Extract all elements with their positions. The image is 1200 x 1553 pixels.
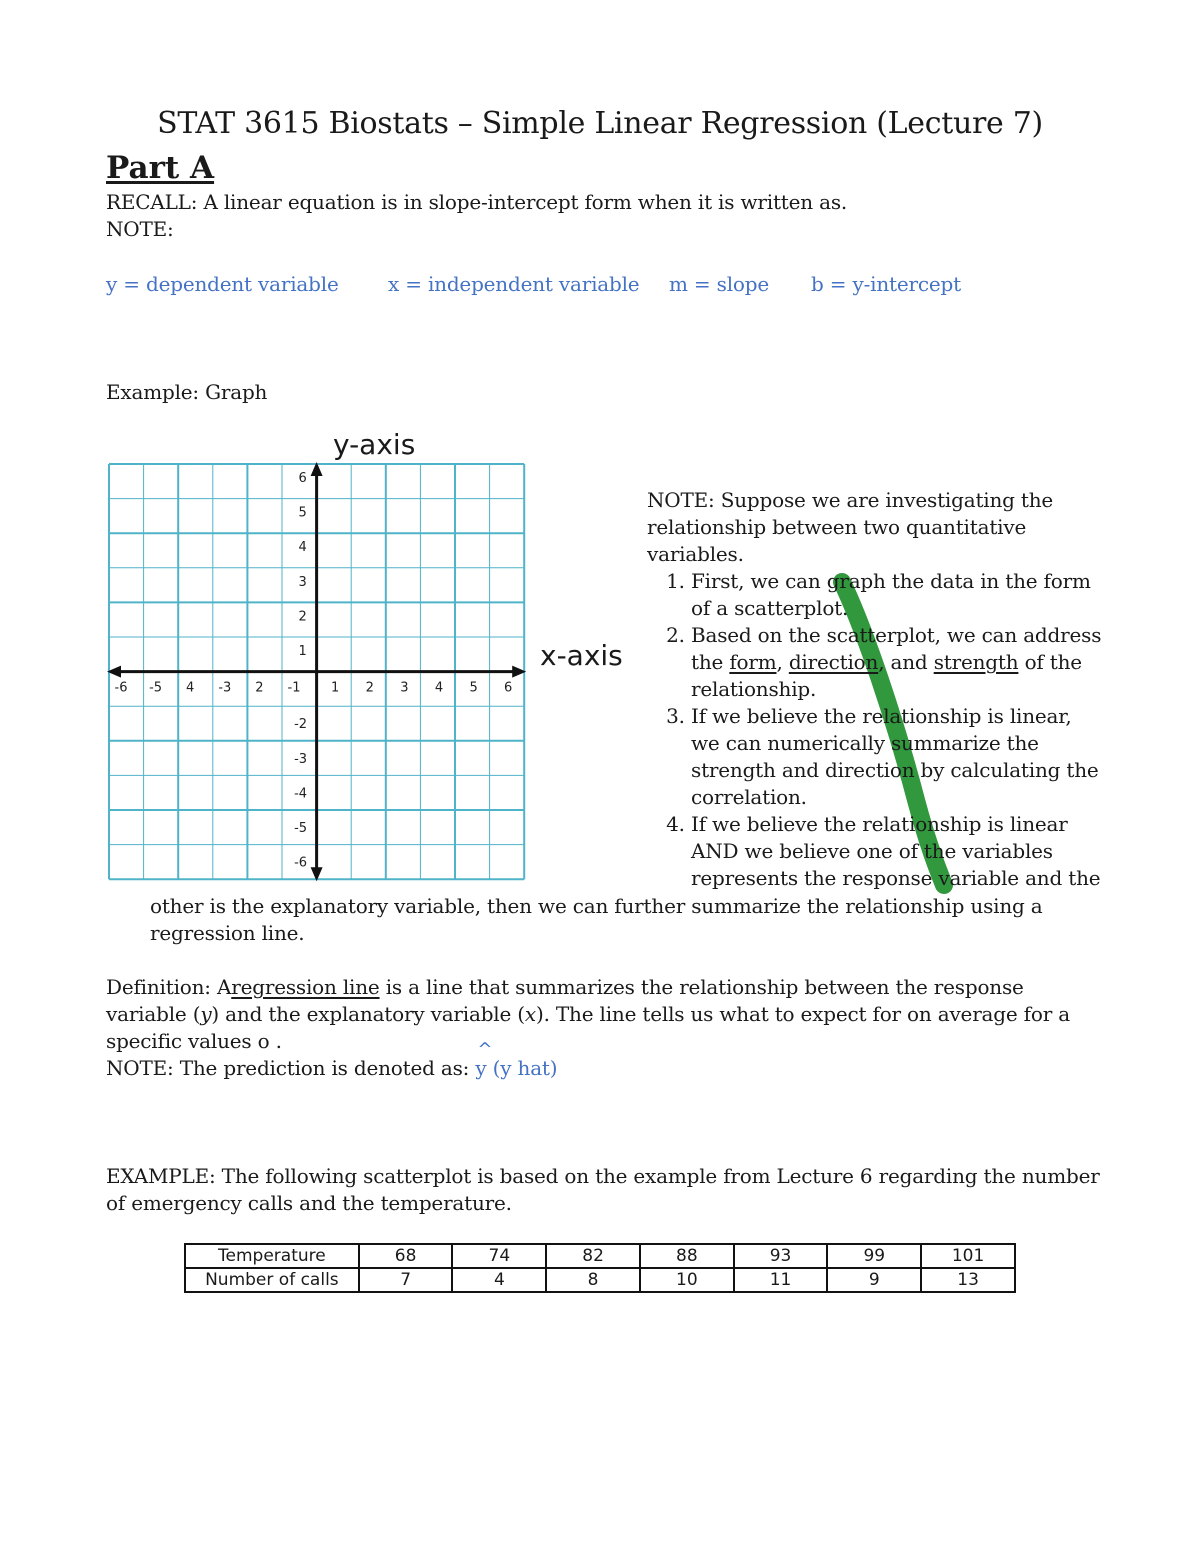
y-tick-label: 1: [298, 644, 307, 659]
graph-axes: [107, 462, 526, 881]
table-cell: 68: [359, 1244, 453, 1268]
x-tick-label: -5: [149, 680, 163, 696]
note-item-2-tail: of the relationship.: [691, 650, 1082, 701]
note-item-4: 4. If we believe the relationship is linear AND we believe one of the variables represents the response variable and the: [691, 811, 1102, 892]
note-list: [647, 568, 1102, 892]
x-tick-label: 6: [504, 680, 513, 696]
table-cell: 93: [734, 1244, 828, 1268]
table-cell: 4: [452, 1268, 546, 1292]
y-hat-label: (y hat): [492, 1056, 558, 1080]
table-cell: Temperature: [185, 1244, 359, 1268]
x-tick-label: -1: [287, 680, 301, 696]
table-cell: 8: [546, 1268, 640, 1292]
definition-prefix: Definition: A: [106, 975, 232, 999]
page-title: STAT 3615 Biostats – Simple Linear Regression (Lecture 7): [157, 106, 1043, 141]
var-m: m = slope: [669, 272, 769, 296]
definition-mid: ) and the explanatory variable (: [211, 1002, 525, 1026]
part-heading: Part A: [106, 150, 215, 186]
recall-text: [106, 189, 1106, 243]
note-item-1: 1. First, we can graph the data in the form of a scatterplot.: [691, 568, 1102, 622]
y-tick-label: -2: [294, 717, 308, 733]
definition-end: ). The line tells us what to expect for on average for a specific values o .: [106, 1002, 1070, 1053]
recall-line: RECALL: A linear equation is in slope-intercept form when it is written as.: [106, 190, 848, 214]
table-cell: 13: [921, 1268, 1015, 1292]
table-cell: 10: [640, 1268, 734, 1292]
table-row: [185, 1268, 1015, 1292]
y-hat-letter: y: [475, 1056, 487, 1080]
table-cell: 9: [827, 1268, 921, 1292]
note-item-2-and: , and: [878, 650, 928, 674]
x-tick-label: 3: [400, 680, 409, 696]
note-intro: NOTE: Suppose we are investigating the relationship between two quantitative variables.: [647, 488, 1054, 566]
y-axis-label: y-axis: [333, 428, 416, 461]
y-tick-label: 4: [298, 540, 307, 556]
table-cell: 99: [827, 1244, 921, 1268]
x-tick-label: 4: [434, 680, 444, 696]
note-item-3: 3. If we believe the relationship is linear, we can numerically summarize the strength and direction by calculating the correlation.: [691, 703, 1102, 811]
x-tick-label: 1: [331, 680, 340, 696]
y-tick-label: 2: [298, 609, 307, 625]
table-row: [185, 1244, 1015, 1268]
table-cell: 88: [640, 1244, 734, 1268]
data-table: [184, 1243, 1016, 1293]
y-tick-label: 3: [298, 574, 307, 590]
var-b: b = y-intercept: [811, 272, 961, 296]
y-tick-label: 6: [298, 471, 307, 486]
example-text: EXAMPLE: The following scatterplot is based on the example from Lecture 6 regarding the number of emergency calls and the temperature.: [106, 1164, 1100, 1215]
table-cell: 11: [734, 1268, 828, 1292]
y-tick-label: -3: [294, 751, 308, 767]
x-tick-label: 5: [469, 680, 478, 696]
table-cell: 7: [359, 1268, 453, 1292]
prediction-text: NOTE: The prediction is denoted as:: [106, 1056, 470, 1080]
x-tick-label: 2: [255, 680, 264, 696]
y-tick-label: 5: [298, 505, 307, 521]
x-tick-label: -3: [218, 680, 232, 696]
x-tick-label: -6: [114, 680, 128, 696]
term-direction: direction: [788, 650, 879, 674]
definition-rest: is a line that summarizes the relationship between the response variable (: [106, 975, 1024, 1026]
x-axis-label: x-axis: [540, 639, 623, 672]
hat-caret: ^: [477, 1039, 493, 1060]
variable-definitions: [106, 271, 1106, 299]
note-block: [647, 487, 1102, 892]
table-cell: 101: [921, 1244, 1015, 1268]
table-cell: 82: [546, 1244, 640, 1268]
definition-paragraph: [106, 974, 1100, 1055]
coordinate-graph: [100, 420, 640, 890]
y-tick-label: -4: [294, 786, 308, 802]
y-tick-label: -5: [294, 821, 308, 836]
note-item-2: 2. Based on the scatterplot, we can address the form, direction, and strength of the relationship.: [691, 622, 1102, 703]
table-cell: 74: [452, 1244, 546, 1268]
definition-term: regression line: [231, 975, 380, 999]
x-tick-label: 2: [365, 680, 374, 696]
var-x: x = independent variable: [388, 272, 640, 296]
y-tick-label: -6: [294, 855, 308, 871]
note-item-2-text: Based on the scatterplot, we can address the: [691, 623, 1102, 674]
definition-y: y: [200, 1002, 212, 1026]
x-tick-label: 4: [186, 680, 195, 696]
x-tick-labels: [115, 681, 513, 696]
term-form: form: [729, 650, 777, 674]
table-cell: Number of calls: [185, 1268, 359, 1292]
var-y: y = dependent variable: [106, 272, 339, 296]
term-strength: strength: [933, 650, 1019, 674]
note-continuation: other is the explanatory variable, then we can further summarize the relationship using a regression line.: [150, 894, 1043, 945]
y-hat-symbol: [475, 1039, 493, 1082]
prediction-note: [106, 1039, 1006, 1082]
definition-x: x: [524, 1002, 536, 1026]
example-label: Example: Graph: [106, 380, 268, 404]
note-label: NOTE:: [106, 217, 174, 241]
